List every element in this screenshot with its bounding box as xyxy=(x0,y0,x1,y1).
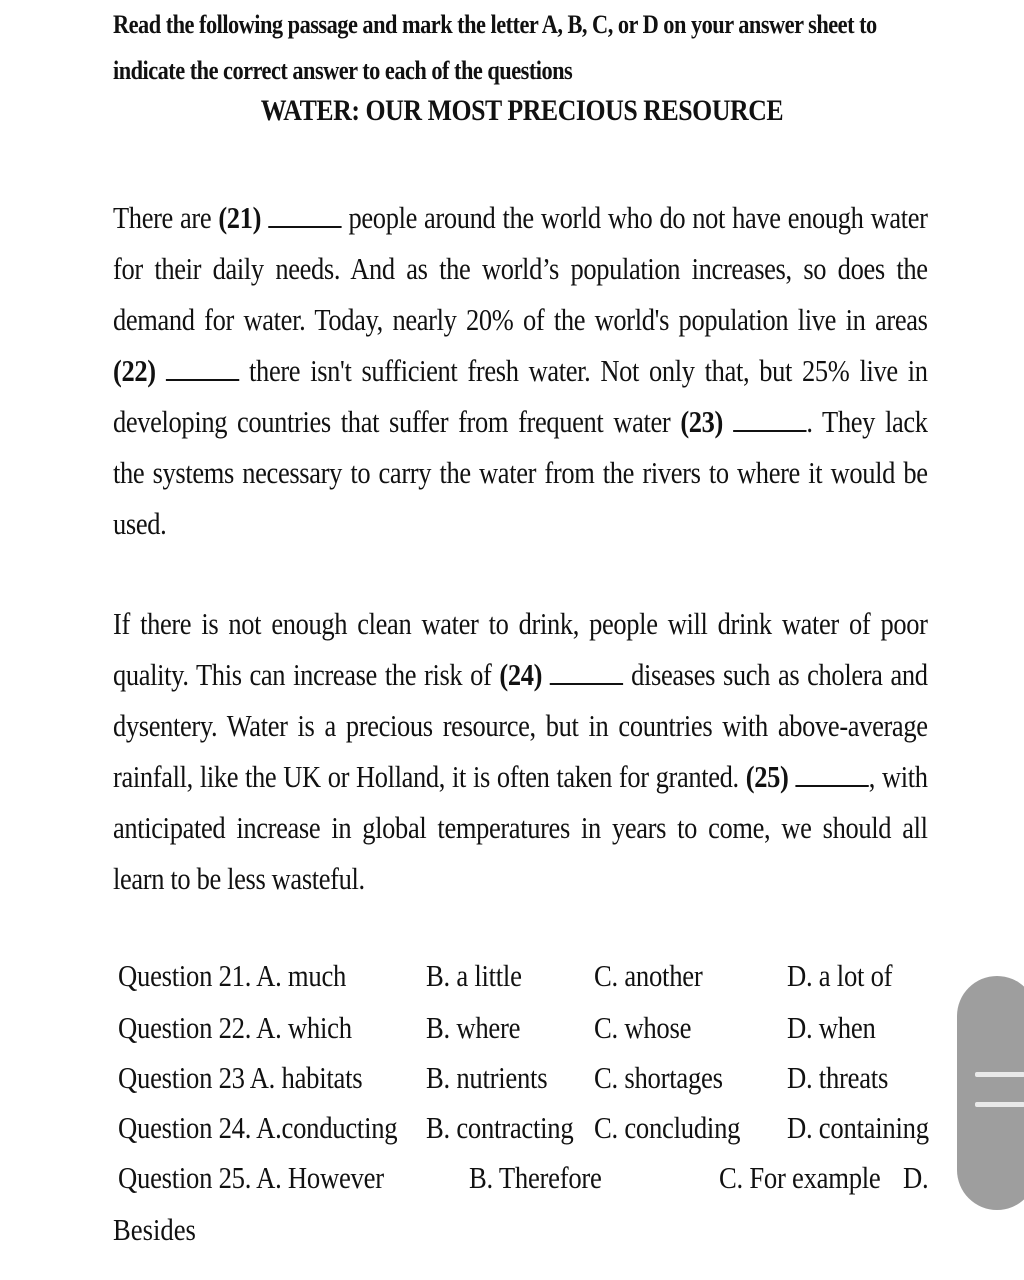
question-row-23 xyxy=(0,1060,1024,1108)
blank-number-23: (23) xyxy=(680,404,724,439)
question-24-option-b: B. contracting xyxy=(426,1110,574,1145)
question-24-option-d: D. containing xyxy=(787,1110,929,1145)
question-25-option-d: D. xyxy=(903,1160,929,1195)
question-row-24 xyxy=(0,1110,1024,1158)
question-row-21 xyxy=(0,958,1024,1006)
question-21-option-a: Question 21. A. much xyxy=(118,958,347,993)
question-23-option-b: B. nutrients xyxy=(426,1060,548,1095)
p2-text-2: diseases such as cholera and dysentery. Water is a precious resource, but in countries with above-average rainfall, like the UK or Holland, it is often taken for granted. xyxy=(113,657,928,794)
question-25-option-a: Question 25. A. However xyxy=(118,1160,384,1195)
blank-21 xyxy=(268,204,341,228)
question-24-option-a: Question 24. A.conducting xyxy=(118,1110,398,1145)
p1-text-4: . They lack the systems necessary to carry the water from the rivers to where it would be used. xyxy=(113,404,928,541)
paragraph-2 xyxy=(113,598,928,904)
question-row-22 xyxy=(0,1010,1024,1058)
p2-text-3: , with anticipated increase in global temperatures in years to come, we should all learn to be less wasteful. xyxy=(113,759,928,896)
question-21-option-b: B. a little xyxy=(426,958,522,993)
blank-number-22: (22) xyxy=(113,353,156,388)
question-25-option-d-continuation: Besides xyxy=(113,1212,196,1247)
question-24-option-c: C. concluding xyxy=(594,1110,741,1145)
blank-number-21: (21) xyxy=(218,200,262,235)
blank-22 xyxy=(166,357,239,381)
passage-title: WATER: OUR MOST PRECIOUS RESOURCE xyxy=(260,94,784,127)
blank-number-25: (25) xyxy=(745,759,789,794)
question-23-option-c: C. shortages xyxy=(594,1060,723,1095)
question-22-option-c: C. whose xyxy=(594,1010,692,1045)
question-21-option-d: D. a lot of xyxy=(787,958,893,993)
question-22-option-b: B. where xyxy=(426,1010,521,1045)
side-drawer-handle[interactable] xyxy=(957,976,1024,1210)
blank-25 xyxy=(795,763,868,787)
question-22-option-d: D. when xyxy=(787,1010,876,1045)
p1-text-2: people around the world who do not have enough water for their daily needs. And as the world’s population increases, so does the demand for water. Today, nearly 20% of the world's population live in areas xyxy=(113,200,928,337)
paragraph-1 xyxy=(113,192,928,549)
question-25-option-c: C. For example xyxy=(719,1160,881,1195)
p1-text-3: there isn't sufficient fresh water. Not only that, but 25% live in developing countries that suffer from frequent water xyxy=(113,353,928,439)
p1-text-1: There are xyxy=(113,200,219,235)
question-22-option-a: Question 22. A. which xyxy=(118,1010,352,1045)
question-23-option-a: Question 23 A. habitats xyxy=(118,1060,363,1095)
blank-number-24: (24) xyxy=(499,657,543,692)
handle-grip-line-icon xyxy=(975,1102,1024,1107)
question-25-option-b: B. Therefore xyxy=(469,1160,602,1195)
question-row-25 xyxy=(0,1160,1024,1208)
instructions: Read the following passage and mark the letter A, B, C, or D on your answer sheet to indicate the correct answer to each of the questions xyxy=(113,10,877,85)
question-23-option-d: D. threats xyxy=(787,1060,889,1095)
handle-grip-line-icon xyxy=(975,1072,1024,1077)
p2-text-1: If there is not enough clean water to drink, people will drink water of poor quality. This can increase the risk of xyxy=(113,606,928,692)
question-21-option-c: C. another xyxy=(594,958,703,993)
blank-23 xyxy=(733,408,806,432)
blank-24 xyxy=(550,661,623,685)
